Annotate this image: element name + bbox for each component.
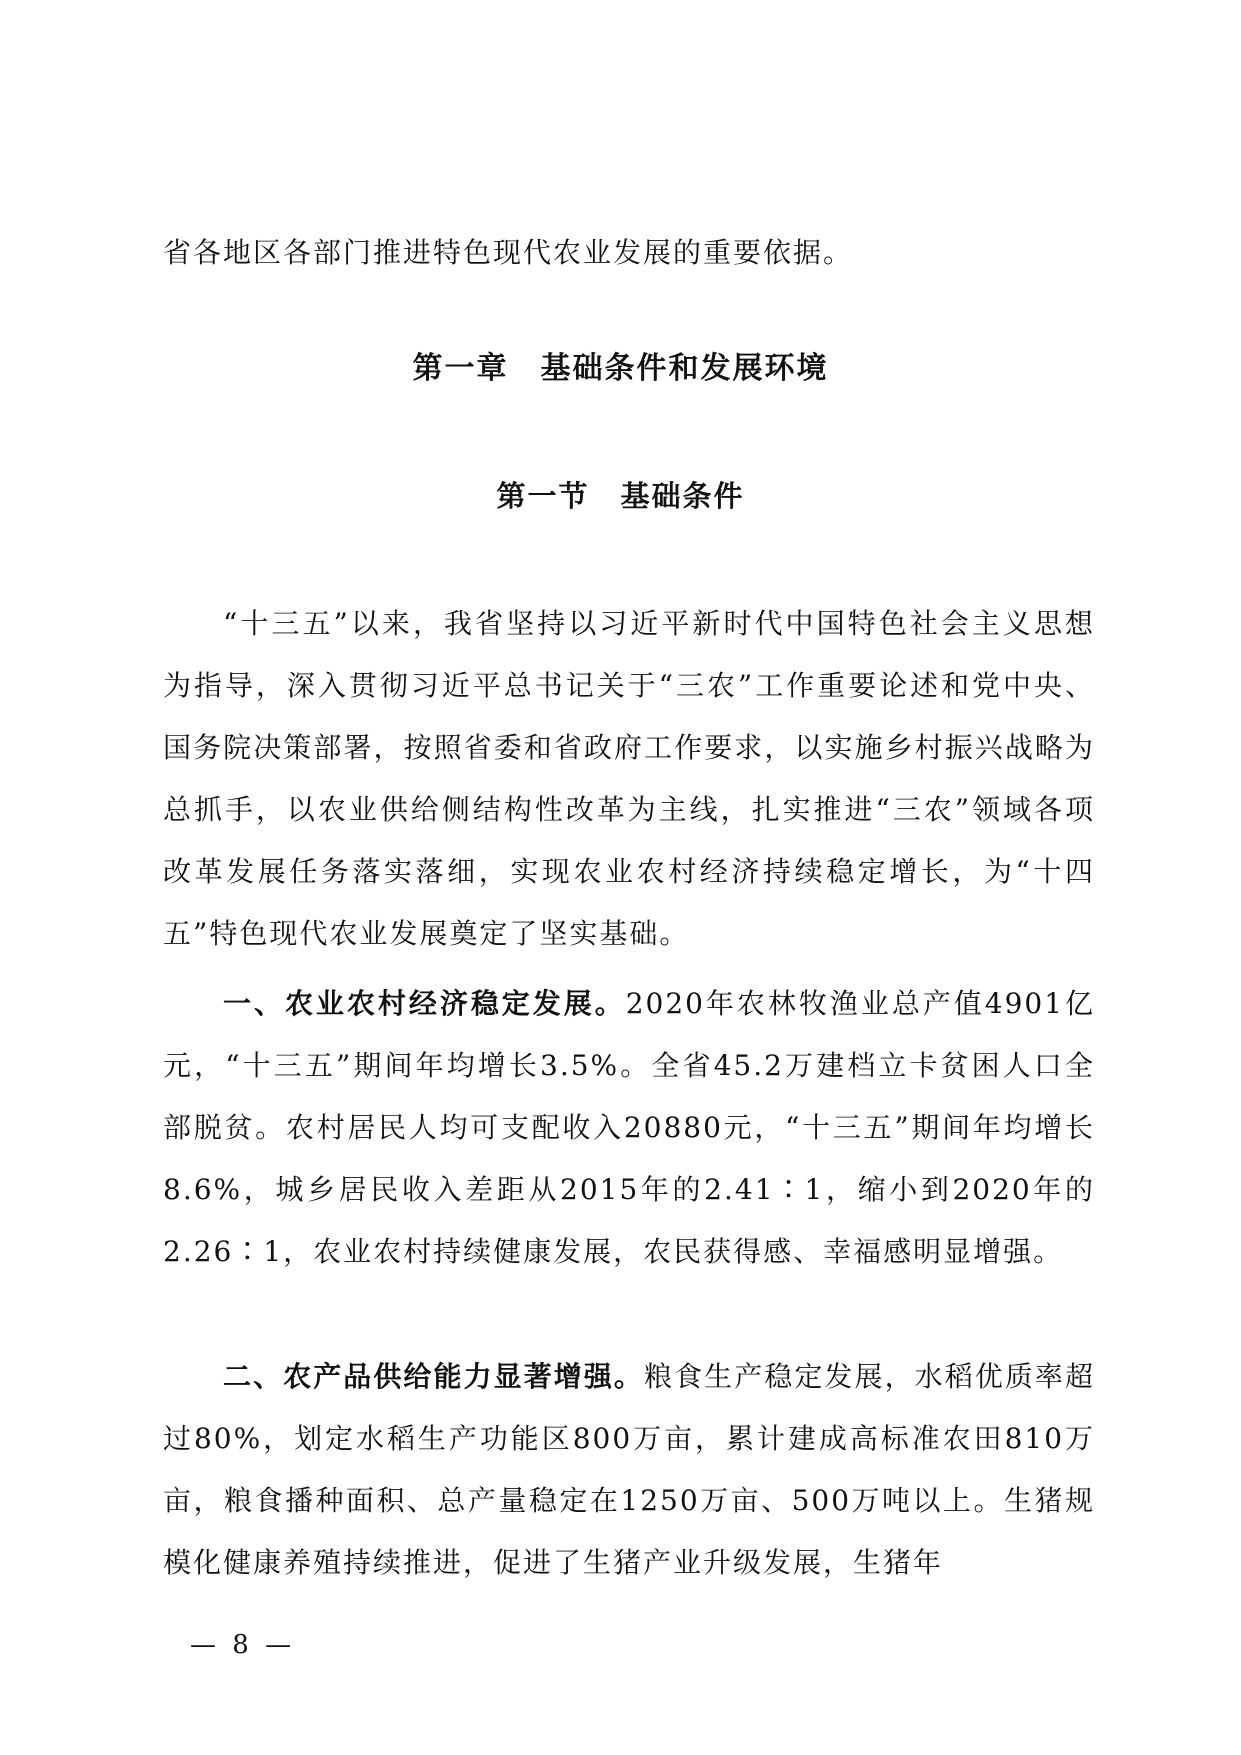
paragraph-heading: 一、农业农村经济稳定发展。 xyxy=(223,987,626,1020)
paragraph-supply xyxy=(163,1346,1095,1594)
paragraph-economy xyxy=(163,973,1095,1283)
section-title: 第一节 基础条件 xyxy=(496,479,745,513)
chapter-title: 第一章 基础条件和发展环境 xyxy=(412,351,829,386)
page-number: — 8 — xyxy=(190,1630,296,1660)
paragraph-heading: 二、农产品供给能力显著增强。 xyxy=(223,1360,644,1393)
paragraph-intro xyxy=(163,593,1095,965)
continuation-text: 省各地区各部门推进特色现代农业发展的重要依据。 xyxy=(163,236,854,269)
paragraph-body: 2020年农林牧渔业总产值4901亿元，“十三五”期间年均增长3.5%。全省45.2万建档立卡贫困人口全部脱贫。农村居民人均可支配收入20880元，“十三五”期间年均增长8.6%，城乡居民收入差距从2015年的2.41∶1，缩小到2020年的2.26∶1，农业农村持续健康发展，农民获得感、幸福感明显增强。 xyxy=(163,987,1095,1268)
paragraph-body: “十三五”以来，我省坚持以习近平新时代中国特色社会主义思想为指导，深入贯彻习近平总书记关于“三农”工作重要论述和党中央、国务院决策部署，按照省委和省政府工作要求，以实施乡村振兴战略为总抓手，以农业供给侧结构性改革为主线，扎实推进“三农”领域各项改革发展任务落实落细，实现农业农村经济持续稳定增长，为“十四五”特色现代农业发展奠定了坚实基础。 xyxy=(163,607,1095,950)
paragraph-body: 粮食生产稳定发展，水稻优质率超过80%，划定水稻生产功能区800万亩，累计建成高标准农田810万亩，粮食播种面积、总产量稳定在1250万亩、500万吨以上。生猪规模化健康养殖持续推进，促进了生猪产业升级发展，生猪年 xyxy=(163,1360,1095,1579)
